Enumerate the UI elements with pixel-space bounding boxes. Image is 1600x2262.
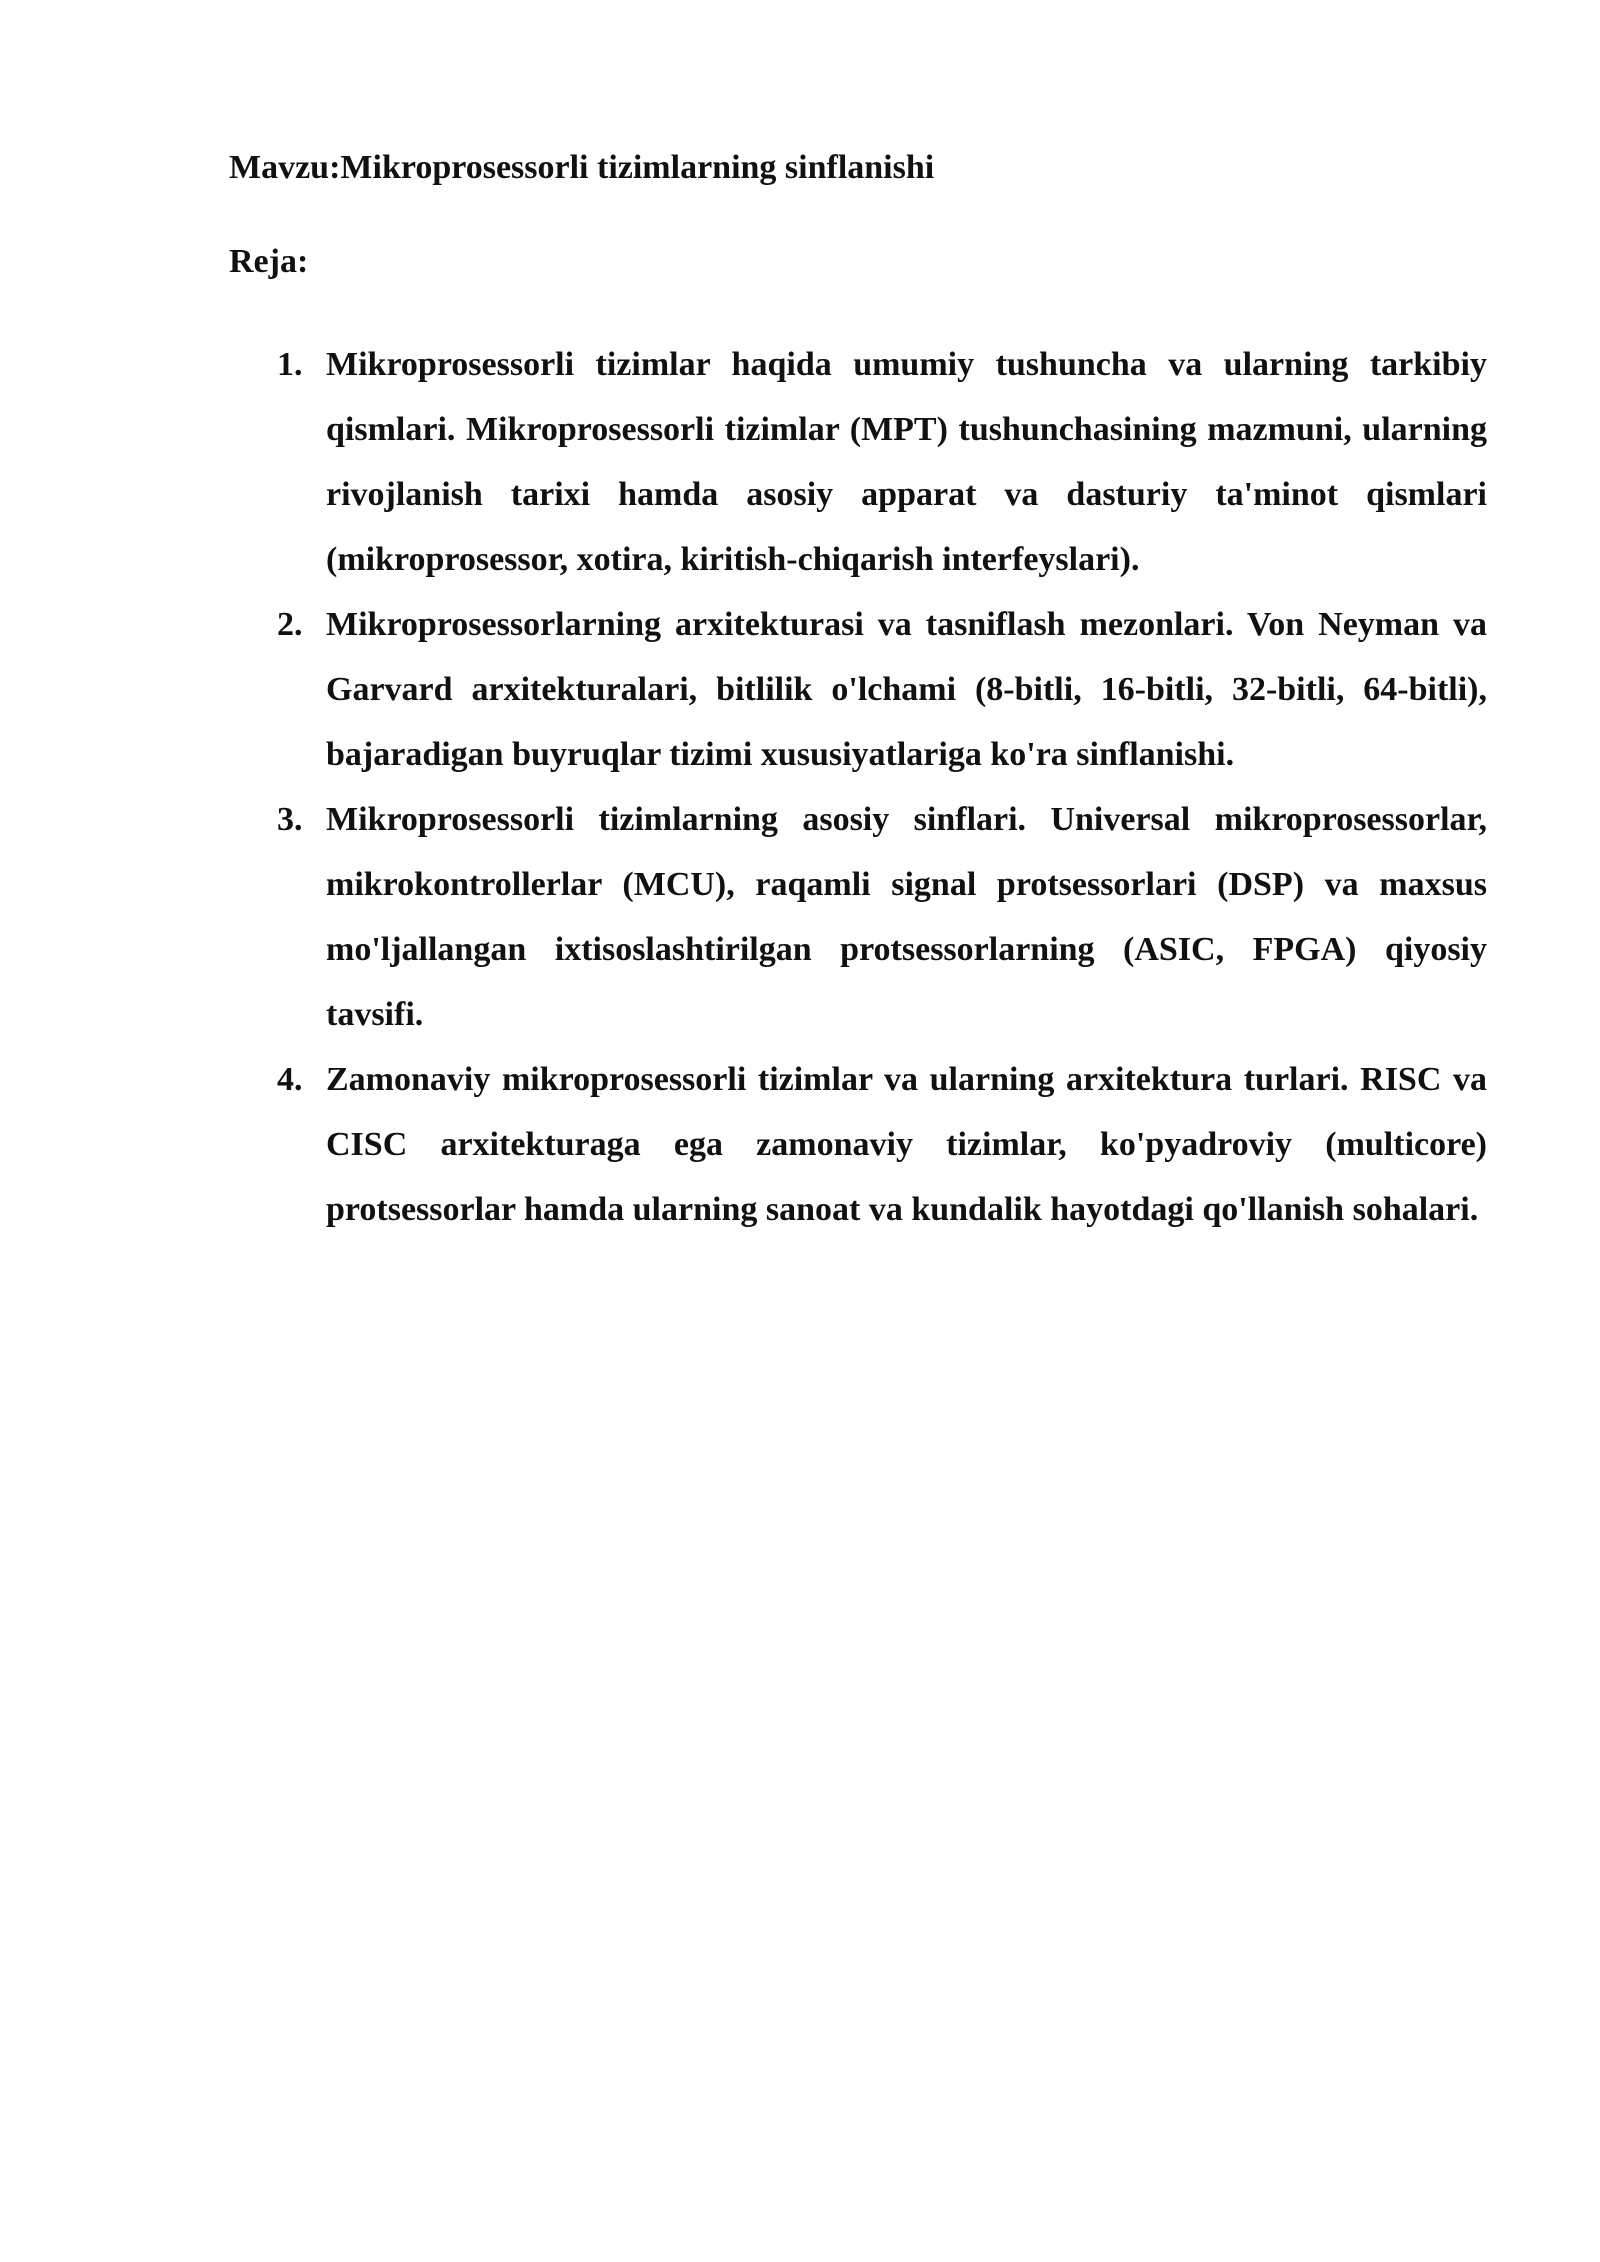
- plan-item-number: 1.: [277, 346, 303, 383]
- plan-item-1: [229, 332, 1487, 592]
- plan-item-text: Zamonaviy mikroprosessorli tizimlar va ularning arxitektura turlari. RISC va CISC arxitekturaga ega zamonaviy tizimlar, ko'pyadroviy (multicore) protsessorlar hamda ularning sanoat va kundalik hayotdagi qo'llanish sohalari.: [326, 1061, 1487, 1228]
- plan-list: [229, 332, 1487, 1242]
- plan-item-number: 2.: [277, 606, 303, 643]
- plan-item-text: Mikroprosessorli tizimlar haqida umumiy tushuncha va ularning tarkibiy qismlari. Mikroprosessorli tizimlar (MPT) tushunchasining mazmuni, ularning rivojlanish tarixi hamda asosiy apparat va dasturiy ta'minot qismlari (mikroprosessor, xotira, kiritish-chiqarish interfeyslari).: [326, 346, 1487, 578]
- plan-item-number: 3.: [277, 801, 303, 838]
- plan-item-3: [229, 787, 1487, 1047]
- plan-item-text: Mikroprosessorli tizimlarning asosiy sinflari. Universal mikroprosessorlar, mikrokontrollerlar (MCU), raqamli signal protsessorlari (DSP) va maxsus mo'ljallangan ixtisoslashtirilgan protsessorlarning (ASIC, FPGA) qiyosiy tavsifi.: [326, 801, 1487, 1033]
- plan-item-2: [229, 592, 1487, 787]
- plan-item-4: [229, 1047, 1487, 1242]
- topic-heading: Mavzu:Mikroprosessorli tizimlarning sinflanishi: [229, 149, 935, 186]
- document-body: [229, 146, 1487, 1242]
- plan-label: Reja:: [229, 243, 309, 280]
- plan-item-text: Mikroprosessorlarning arxitekturasi va tasniflash mezonlari. Von Neyman va Garvard arxitekturalari, bitlilik o'lchami (8-bitli, 16-bitli, 32-bitli, 64-bitli), bajaradigan buyruqlar tizimi xususiyatlariga ko'ra sinflanishi.: [326, 606, 1487, 773]
- plan-item-number: 4.: [277, 1061, 303, 1098]
